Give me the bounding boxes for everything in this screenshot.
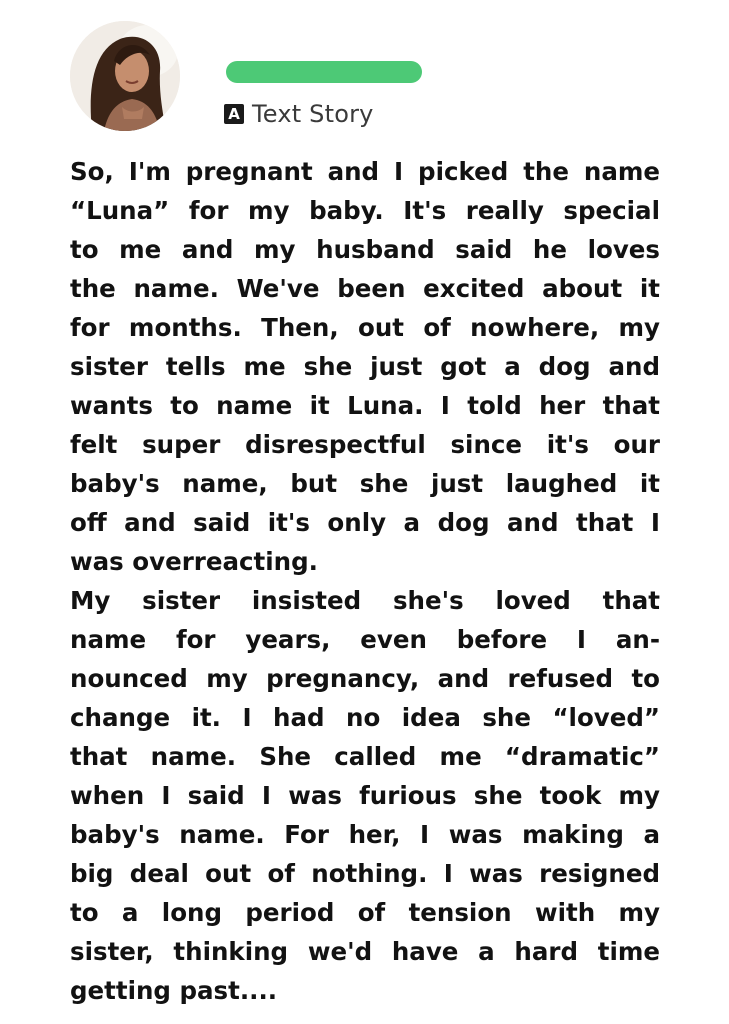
story-line: to a long period of tension with my [70, 898, 660, 927]
story-line: big deal out of nothing. I was resigned [70, 859, 660, 888]
text-story-icon: A [224, 104, 244, 124]
story-line: sister, thinking we'd have a hard time [70, 937, 660, 966]
story-line: the name. We've been excited about it [70, 274, 660, 303]
story-line: felt super disrespectful since it's our [70, 430, 660, 459]
story-line: nounced my pregnancy, and refused to [70, 664, 660, 693]
story-line: sister tells me she just got a dog and [70, 352, 660, 381]
story-body [70, 152, 660, 1010]
story-line: baby's name, but she just laughed it [70, 469, 660, 498]
story-line: when I said I was furious she took my [70, 781, 660, 810]
story-line: that name. She called me “dramatic” [70, 742, 660, 771]
story-line: for months. Then, out of nowhere, my [70, 313, 660, 342]
profile-photo [70, 21, 180, 131]
story-line: So, I'm pregnant and I picked the name [70, 157, 660, 186]
redacted-username [226, 61, 422, 83]
story-line: “Luna” for my baby. It's really special [70, 196, 660, 225]
avatar[interactable] [70, 21, 180, 131]
story-line: wants to name it Luna. I told her that [70, 391, 660, 420]
story-line: to me and my husband said he loves [70, 235, 660, 264]
post-type-label [224, 99, 374, 129]
story-line: change it. I had no idea she “loved” [70, 703, 660, 732]
story-line: getting past.... [70, 976, 278, 1005]
story-line: off and said it's only a dog and that I [70, 508, 660, 537]
story-line: baby's name. For her, I was making a [70, 820, 660, 849]
story-line: My sister insisted she's loved that [70, 586, 660, 615]
post-type-text: Text Story [252, 100, 374, 128]
post-header [0, 0, 729, 150]
story-line: was overreacting. [70, 547, 318, 576]
story-line: name for years, even before I an- [70, 625, 660, 654]
